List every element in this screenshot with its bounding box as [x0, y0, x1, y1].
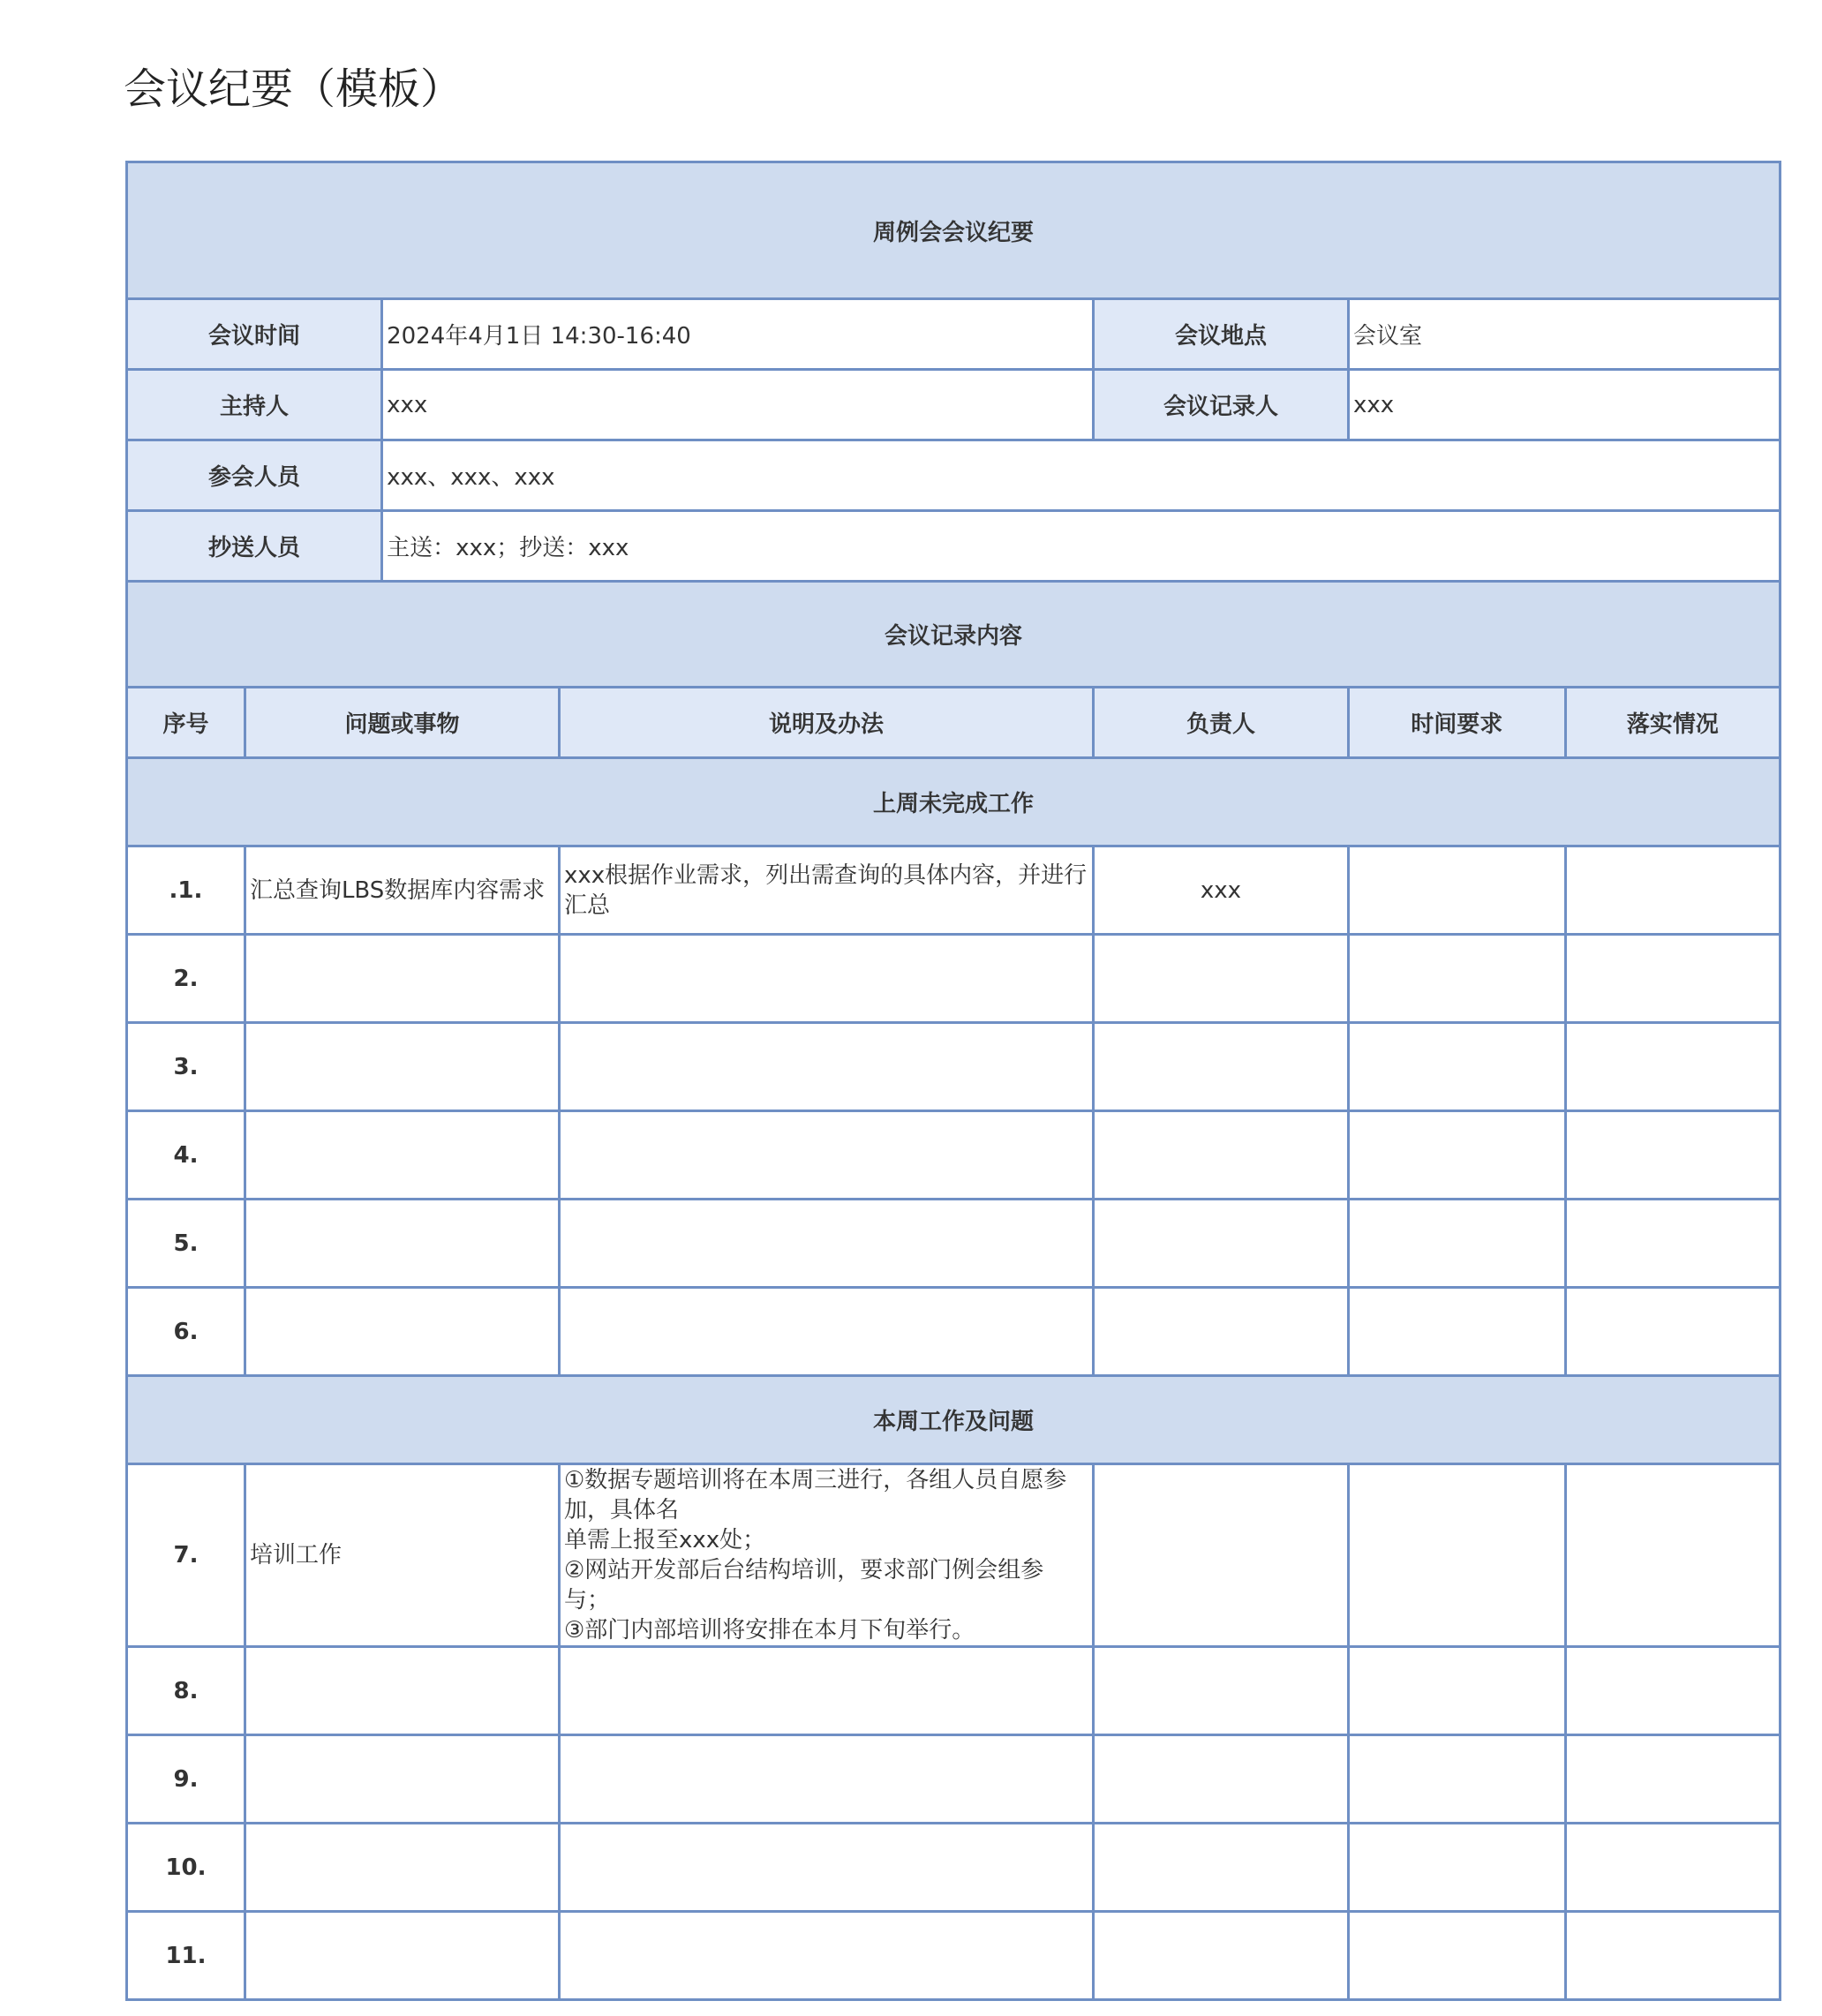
row-owner[interactable] [1093, 1200, 1348, 1288]
row-status[interactable] [1565, 1824, 1780, 1912]
row-desc[interactable] [559, 1824, 1093, 1912]
row-desc[interactable] [559, 1111, 1093, 1200]
meeting-place-label: 会议地点 [1093, 299, 1348, 370]
row-owner[interactable] [1093, 1824, 1348, 1912]
row-desc[interactable] [559, 1200, 1093, 1288]
row-desc[interactable] [559, 1464, 1093, 1647]
row-owner[interactable] [1093, 1464, 1348, 1647]
recorder-label: 会议记录人 [1093, 370, 1348, 440]
row-issue[interactable]: 培训工作 [245, 1464, 559, 1647]
row-deadline[interactable] [1349, 1111, 1566, 1200]
row-seq: 11. [127, 1912, 245, 2000]
row-deadline[interactable] [1349, 1912, 1566, 2000]
row-owner[interactable] [1093, 1647, 1348, 1735]
last-week-rows [127, 846, 1781, 1376]
meeting-time-label: 会议时间 [127, 299, 382, 370]
row-deadline[interactable] [1349, 1464, 1566, 1647]
row-desc[interactable] [559, 1023, 1093, 1111]
row-desc[interactable] [559, 1735, 1093, 1824]
meeting-minutes-table [125, 161, 1781, 2001]
row-status[interactable] [1565, 1200, 1780, 1288]
row-status[interactable] [1565, 1647, 1780, 1735]
row-deadline[interactable] [1349, 1824, 1566, 1912]
row-issue[interactable] [245, 1111, 559, 1200]
row-issue[interactable] [245, 1824, 559, 1912]
column-header-owner: 负责人 [1093, 688, 1348, 758]
row-owner[interactable] [1093, 1735, 1348, 1824]
column-header-issue: 问题或事物 [245, 688, 559, 758]
table-row [127, 846, 1781, 935]
desc-line: 单需上报至xxx处； [563, 1527, 766, 1553]
row-status[interactable] [1565, 1288, 1780, 1376]
row-status[interactable] [1565, 1912, 1780, 2000]
desc-line: ③部门内部培训将安排在本月下旬举行。 [563, 1617, 975, 1644]
row-status[interactable] [1565, 1464, 1780, 1647]
column-header-deadline: 时间要求 [1349, 688, 1566, 758]
row-owner[interactable] [1093, 935, 1348, 1023]
sheet-title: 周例会会议纪要 [127, 162, 1781, 299]
last-week-section-title: 上周未完成工作 [127, 758, 1781, 846]
row-status[interactable] [1565, 1735, 1780, 1824]
host-label: 主持人 [127, 370, 382, 440]
row-owner[interactable] [1093, 1023, 1348, 1111]
row-status[interactable] [1565, 1111, 1780, 1200]
row-issue[interactable] [245, 1647, 559, 1735]
row-deadline[interactable] [1349, 1288, 1566, 1376]
desc-line: ①数据专题培训将在本周三进行，各组人员自愿参加，具体名 [563, 1467, 1067, 1523]
recorder-value[interactable]: xxx [1349, 370, 1781, 440]
row-seq: 8. [127, 1647, 245, 1735]
row-issue[interactable] [245, 1912, 559, 2000]
table-row [127, 1824, 1781, 1912]
column-header-seq: 序号 [127, 688, 245, 758]
this-week-section-title: 本周工作及问题 [127, 1376, 1781, 1464]
row-status[interactable] [1565, 846, 1780, 935]
meeting-place-value[interactable]: 会议室 [1349, 299, 1781, 370]
table-row [127, 1735, 1781, 1824]
row-deadline[interactable] [1349, 846, 1566, 935]
table-row [127, 1912, 1781, 2000]
row-deadline[interactable] [1349, 1023, 1566, 1111]
table-row [127, 1111, 1781, 1200]
row-issue[interactable] [245, 935, 559, 1023]
desc-line: ②网站开发部后台结构培训，要求部门例会组参与； [563, 1557, 1044, 1614]
row-owner[interactable] [1093, 1111, 1348, 1200]
row-deadline[interactable] [1349, 1647, 1566, 1735]
row-desc[interactable] [559, 1288, 1093, 1376]
row-seq: 6. [127, 1288, 245, 1376]
row-deadline[interactable] [1349, 1735, 1566, 1824]
column-header-status: 落实情况 [1565, 688, 1780, 758]
row-issue[interactable] [245, 1023, 559, 1111]
meeting-time-value[interactable]: 2024年4月1日 14:30-16:40 [382, 299, 1094, 370]
attendees-value[interactable]: xxx、xxx、xxx [382, 440, 1781, 511]
row-desc[interactable] [559, 1647, 1093, 1735]
row-owner[interactable] [1093, 1912, 1348, 2000]
row-seq: 4. [127, 1111, 245, 1200]
row-seq: .1. [127, 846, 245, 935]
row-deadline[interactable] [1349, 935, 1566, 1023]
cc-value[interactable]: 主送：xxx；抄送：xxx [382, 511, 1781, 582]
cc-label: 抄送人员 [127, 511, 382, 582]
row-seq: 2. [127, 935, 245, 1023]
table-row [127, 1288, 1781, 1376]
row-desc[interactable] [559, 935, 1093, 1023]
host-value[interactable]: xxx [382, 370, 1094, 440]
row-seq: 10. [127, 1824, 245, 1912]
row-desc[interactable] [559, 1912, 1093, 2000]
table-row [127, 1200, 1781, 1288]
row-owner[interactable]: xxx [1093, 846, 1348, 935]
row-deadline[interactable] [1349, 1200, 1566, 1288]
this-week-rows [127, 1647, 1781, 2000]
table-row [127, 935, 1781, 1023]
row-seq: 9. [127, 1735, 245, 1824]
table-row [127, 1023, 1781, 1111]
row-issue[interactable]: 汇总查询LBS数据库内容需求 [245, 846, 559, 935]
attendees-label: 参会人员 [127, 440, 382, 511]
row-status[interactable] [1565, 935, 1780, 1023]
row-seq: 3. [127, 1023, 245, 1111]
row-status[interactable] [1565, 1023, 1780, 1111]
row-seq: 5. [127, 1200, 245, 1288]
record-section-title: 会议记录内容 [127, 582, 1781, 688]
row-desc[interactable]: xxx根据作业需求，列出需查询的具体内容，并进行汇总 [559, 846, 1093, 935]
row-owner[interactable] [1093, 1288, 1348, 1376]
table-row [127, 1647, 1781, 1735]
row-issue[interactable] [245, 1200, 559, 1288]
row-issue[interactable] [245, 1735, 559, 1824]
row-seq: 7. [127, 1464, 245, 1647]
row-issue[interactable] [245, 1288, 559, 1376]
document-title: 会议纪要（模板） [124, 64, 463, 114]
column-header-desc: 说明及办法 [559, 688, 1093, 758]
